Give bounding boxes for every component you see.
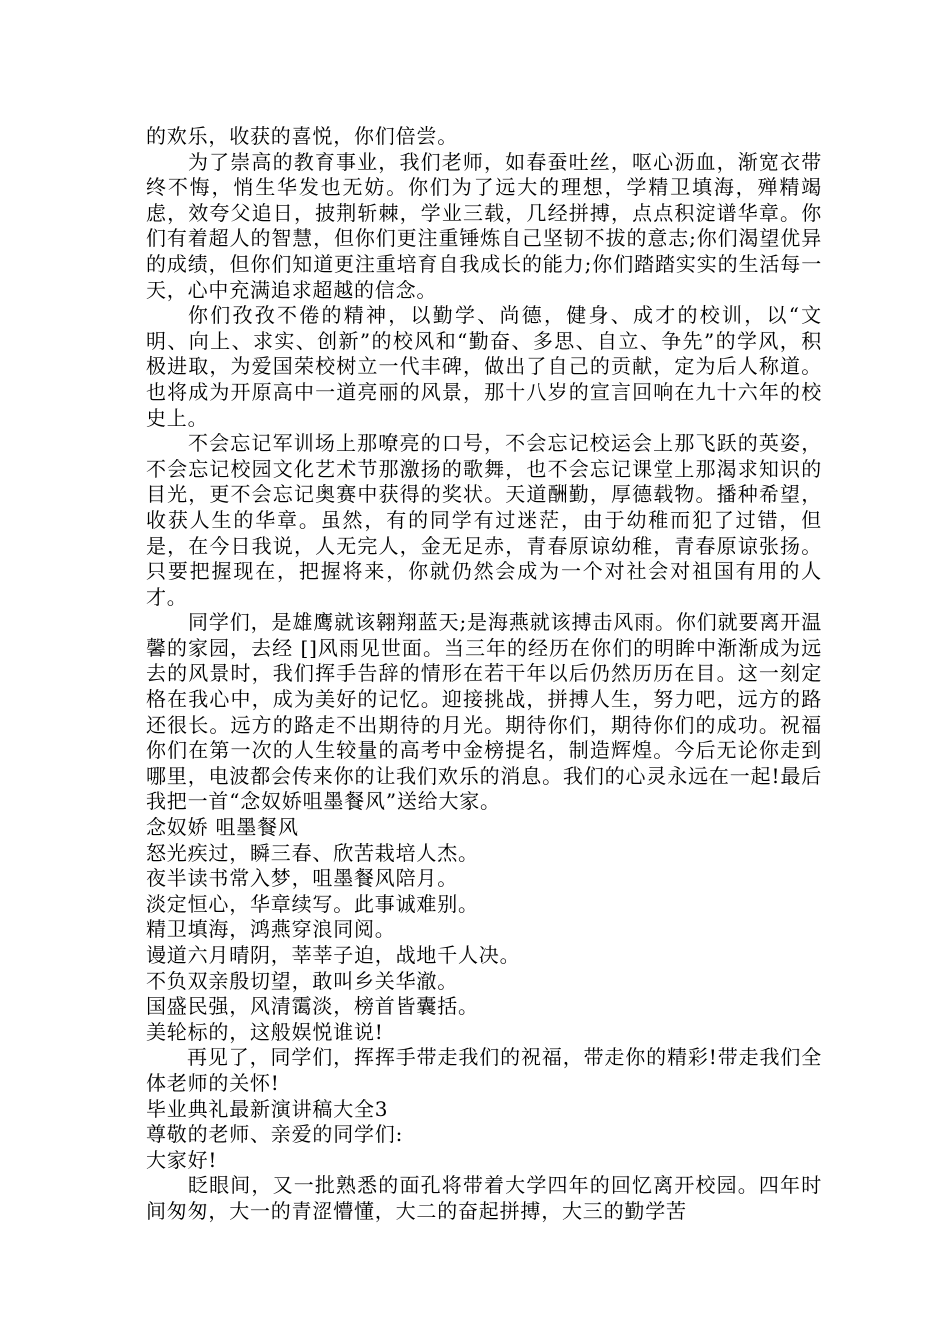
poem-line-2: 夜半读书常入梦，咀墨餐风陪月。: [146, 866, 458, 891]
poem-line-8: 美轮标的，这般娱悦谁说!: [146, 1019, 384, 1044]
greeting: 大家好!: [146, 1147, 218, 1172]
poem-line-5: 谩道六月晴阴，莘莘子迫，战地千人决。: [146, 943, 521, 967]
poem-line-6: 不负双亲殷切望，敢叫乡关华澈。: [146, 968, 458, 993]
poem-line-4: 精卫填海，鸿燕穿浪同阅。: [146, 917, 396, 942]
paragraph-4: 不会忘记军训场上那嘹亮的口号，不会忘记校运会上那飞跃的英姿，不会忘记校园文化艺术节那激扬的歌舞，也不会忘记课堂上那渴求知识的目光，更不会忘记奥赛中获得的奖状。天道酬勤，厚德载物。播种希望，收获人生的华章。虽然，有的同学有过迷茫，由于幼稚而犯了过错，但是，在今日我说，人无完人，金无足赤，青春原谅幼稚，青春原谅张扬。只要把握现在，把握将来，你就仍然会成为一个对社会对祖国有用的人才。: [146, 431, 822, 609]
poem-title: 念奴娇 咀墨餐风: [146, 815, 299, 840]
poem-line-3: 淡定恒心，华章续写。此事诚难别。: [146, 891, 479, 916]
farewell-paragraph: 再见了，同学们，挥挥手带走我们的祝福，带走你的精彩!带走我们全体老师的关怀!: [146, 1045, 822, 1095]
paragraph-1: 的欢乐，收获的喜悦，你们倍尝。: [146, 124, 458, 148]
section-heading: 毕业典礼最新演讲稿大全3: [146, 1096, 389, 1121]
document-page: [146, 124, 822, 1225]
poem-line-1: 怒光疾过，瞬三春、欣苦栽培人杰。: [146, 840, 479, 865]
paragraph-5: 同学们，是雄鹰就该翱翔蓝天;是海燕就该搏击风雨。你们就要离开温馨的家园，去经 []风雨见世面。当三年的经历在你们的明眸中渐渐成为远去的风景时，我们挥手告辞的情形在若干年以后仍然历历在目。这一刻定格在我心中，成为美好的记忆。迎接挑战，拼搏人生，努力吧，远方的路还很长。远方的路走不出期待的月光。期待你们，期待你们的成功。祝福你们在第一次的人生较量的高考中金榜提名，制造辉煌。今后无论你走到哪里，电波都会传来你的让我们欢乐的消息。我们的心灵永远在一起!最后我把一首“念奴娇咀墨餐风”送给大家。: [146, 610, 822, 814]
paragraph-3: 你们孜孜不倦的精神，以勤学、尚德，健身、成才的校训，以“文明、向上、求实、创新”的校风和“勤奋、多思、自立、争先”的学风，积极进取，为爱国荣校树立一代丰碑，做出了自己的贡献，定为后人称道。也将成为开原高中一道亮丽的风景，那十八岁的宣言回响在九十六年的校史上。: [146, 303, 822, 430]
paragraph-2: 为了崇高的教育事业，我们老师，如春蚕吐丝，呕心沥血，渐宽衣带终不悔，悄生华发也无妨。你们为了远大的理想，学精卫填海，殚精竭虑，效夸父追日，披荆斩棘，学业三载，几经拼搏，点点积淀谱华章。你们有着超人的智慧，但你们更注重锤炼自己坚韧不拔的意志;你们渴望优异的成绩，但你们知道更注重培育自我成长的能力;你们踏踏实实的生活每一天，心中充满追求超越的信念。: [146, 149, 822, 302]
poem-line-7: 国盛民强，风清霭淡，榜首皆囊括。: [146, 994, 479, 1019]
salutation: 尊敬的老师、亲爱的同学们:: [146, 1122, 404, 1147]
paragraph-final: 眨眼间，又一批熟悉的面孔将带着大学四年的回忆离开校园。四年时间匆匆，大一的青涩懵懂，大二的奋起拼搏，大三的勤学苦: [146, 1173, 822, 1223]
